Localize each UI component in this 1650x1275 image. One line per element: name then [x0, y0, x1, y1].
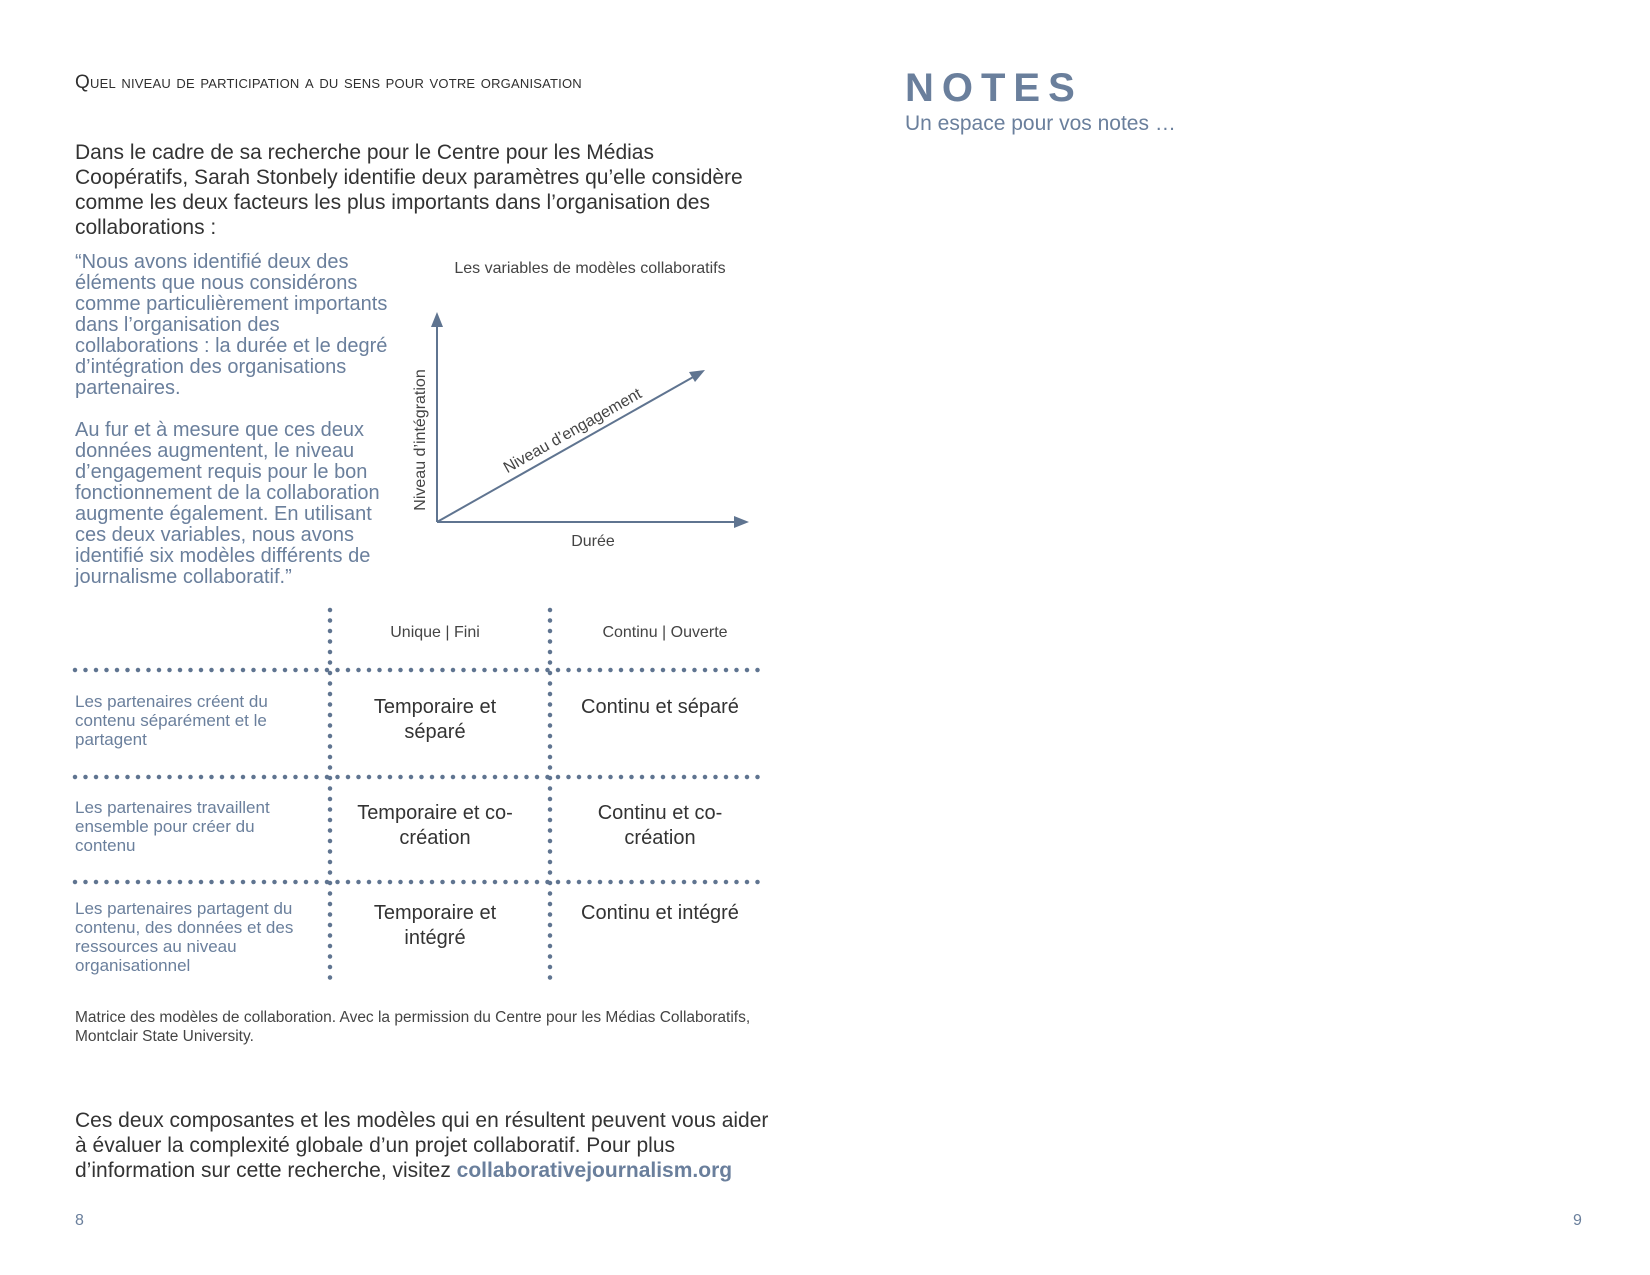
- section-heading: Quel niveau de participation a du sens pour votre organisation: [75, 72, 582, 93]
- row-label-3: Les partenaires partagent du contenu, des données et des ressources au niveau organisationnel: [75, 899, 294, 975]
- engagement-arrow: [437, 376, 695, 522]
- closing-text: Ces deux composantes et les modèles qui en résultent peuvent vous aider à évaluer la complexité globale d’un projet collaboratif. Pour plus d’information sur cette recherche, visitez: [75, 1109, 769, 1182]
- page-number-left: 8: [75, 1212, 84, 1229]
- quote-paragraph-1: “Nous avons identifié deux des éléments que nous considérons comme particulièrement importants dans l’organisation des collaborations : la durée et le degré d’intégration des organisations partenaires.: [75, 251, 388, 399]
- collaborative-journalism-link[interactable]: collaborativejournalism.org: [456, 1159, 733, 1182]
- variables-diagram: [395, 300, 765, 550]
- column-header-unique: Unique | Fini: [390, 624, 480, 641]
- intro-paragraph: Dans le cadre de sa recherche pour le Centre pour les Médias Coopératifs, Sarah Stonbely identifie deux paramètres qu’elle considère comme les deux facteurs les plus importants dans l’organisation des collaborations :: [75, 141, 743, 239]
- cell-temporaire-separe: Temporaire et séparé: [373, 696, 497, 743]
- engagement-arrowhead: [689, 370, 705, 382]
- page-number-right: 9: [1573, 1212, 1582, 1229]
- quote-paragraph-2: Au fur et à mesure que ces deux données augmentent, le niveau d’engagement requis pour le bon fonctionnement de la collaboration augmente également. En utilisant ces deux variables, nous avons identifié six modèles différents de journalisme collaboratif.”: [75, 419, 380, 588]
- cell-continu-integre: Continu et intégré: [581, 902, 739, 924]
- matrix-caption: Matrice des modèles de collaboration. Avec la permission du Centre pour les Médias Collaboratifs, Montclair State University.: [75, 1009, 751, 1045]
- cell-temporaire-integre: Temporaire et intégré: [373, 902, 497, 949]
- y-axis-label: Niveau d’intégration: [412, 369, 429, 511]
- research-quote: [75, 252, 405, 609]
- x-axis-label: Durée: [571, 533, 615, 550]
- closing-paragraph: [75, 1108, 775, 1183]
- row-label-1: Les partenaires créent du contenu séparément et le partagent: [75, 692, 268, 749]
- row-label-2: Les partenaires travaillent ensemble pour créer du contenu: [75, 798, 270, 855]
- notes-subtitle: Un espace pour vos notes …: [905, 112, 1176, 135]
- cell-temporaire-cocreation: Temporaire et co-création: [357, 802, 513, 849]
- cell-continu-separe: Continu et séparé: [581, 696, 739, 718]
- arrow-label: Niveau d’engagement: [500, 385, 645, 477]
- y-axis-arrowhead: [431, 312, 443, 327]
- column-header-continu: Continu | Ouverte: [602, 624, 728, 641]
- notes-title: NOTES: [905, 66, 1083, 110]
- cell-continu-cocreation: Continu et co-création: [597, 802, 723, 849]
- x-axis-arrowhead: [734, 516, 749, 528]
- diagram-title: Les variables de modèles collaboratifs: [454, 260, 726, 277]
